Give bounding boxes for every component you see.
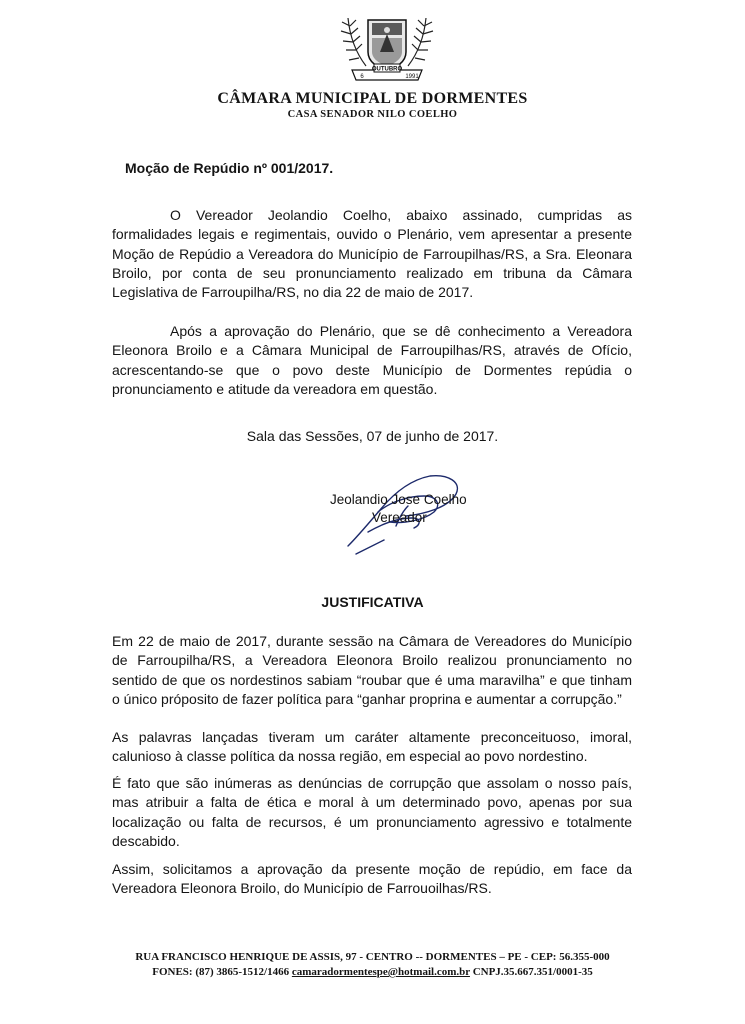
signer-role: Vereador bbox=[372, 510, 427, 525]
footer-email-link[interactable]: camaradormentespe@hotmail.com.br bbox=[291, 966, 470, 978]
footer-phones: FONES: (87) 3865-1512/1466 bbox=[152, 966, 290, 978]
date-line: Sala das Sessões, 07 de junho de 2017. bbox=[246, 428, 499, 444]
footer-contacts bbox=[0, 966, 745, 978]
justification-paragraph-2: As palavras lançadas tiveram um caráter altamente preconceituoso, imoral, calunioso à classe política da nossa região, em especial ao povo nordestino. bbox=[112, 729, 632, 765]
crest-day-text: 6 bbox=[360, 74, 364, 80]
body-paragraph-2: Após a aprovação do Plenário, que se dê conhecimento a Vereadora Eleonora Broilo e a Câmara Municipal de Farroupilhas/RS, através de Ofício, acrescentando-se que o povo deste Município de Dormentes repúdia o pronunciamento e atitude da vereadora em questão. bbox=[112, 323, 632, 397]
justification-paragraph-1: Em 22 de maio de 2017, durante sessão na Câmara de Vereadores do Município de Farroupilha/RS, a Vereadora Eleonora Broilo realizou pronunciamento no sentido de que os nordestinos sabiam “roubar que é uma maravilha” e que tinham o único próposito de fazer política para “ganhar proprina e aumentar a corrupção.” bbox=[112, 633, 632, 707]
motion-title: Moção de Repúdio nº 001/2017. bbox=[125, 160, 334, 176]
crest-year-text: 1991 bbox=[405, 74, 419, 80]
signer-name: Jeolandio Jose Coelho bbox=[330, 492, 467, 507]
header-subtitle: CASA SENADOR NILO COELHO bbox=[287, 109, 458, 120]
crest-banner-text: OUTUBRO bbox=[371, 66, 403, 73]
coat-of-arms-icon bbox=[328, 8, 446, 88]
footer-cnpj: CNPJ.35.667.351/0001-35 bbox=[472, 966, 593, 978]
justification-paragraph-4: Assim, solicitamos a aprovação da presente moção de repúdio, em face da Vereadora Eleonora Broilo, do Município de Farrouoilhas/RS. bbox=[112, 861, 632, 897]
body-paragraph-1: O Vereador Jeolandio Coelho, abaixo assinado, cumpridas as formalidades legais e regimentais, ouvido o Plenário, vem apresentar a presente Moção de Repúdio a Vereadora do Município de Farroupilhas/RS, a Sra. Eleonara Broilo, por conta de seu pronunciamento realizado em tribuna da Câmara Legislativa de Farroupilha/RS, no dia 22 de maio de 2017. bbox=[112, 207, 632, 301]
justification-paragraph-3: É fato que são inúmeras as denúncias de corrupção que assolam o nosso país, mas atribuir a falta de ética e moral à um determinado povo, apenas por sua localização ou falta de recursos, é um pronunciamento agressivo e totalmente descabido. bbox=[112, 775, 632, 849]
justification-title: JUSTIFICATIVA bbox=[321, 594, 424, 610]
footer-address: RUA FRANCISCO HENRIQUE DE ASSIS, 97 - CENTRO -- DORMENTES – PE - CEP: 56.355-000 bbox=[135, 951, 610, 963]
header-title: CÂMARA MUNICIPAL DE DORMENTES bbox=[217, 90, 528, 107]
